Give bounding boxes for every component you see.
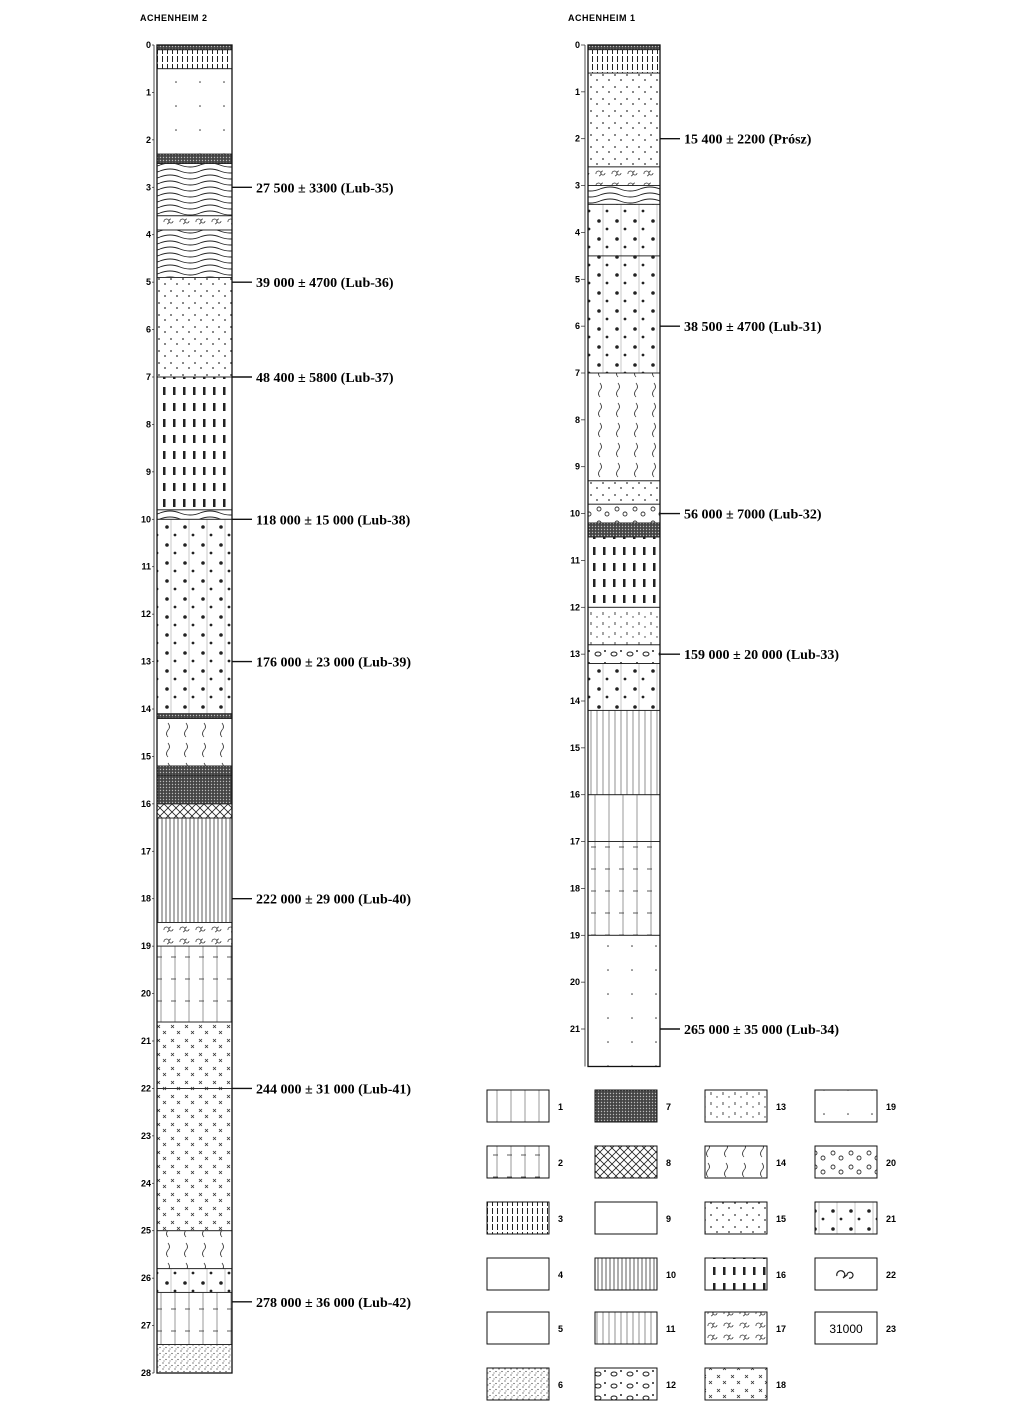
- stratigraphic-layer: [157, 922, 232, 946]
- legend-swatch: [815, 1146, 877, 1178]
- legend-swatch: [595, 1368, 657, 1400]
- stratigraphic-layer: [157, 1231, 232, 1269]
- legend-number: 8: [666, 1158, 672, 1168]
- depth-tick-label: 16: [140, 798, 151, 809]
- depth-tick-label: 26: [140, 1273, 151, 1284]
- tl-date-label: 118 000 ± 15 000 (Lub-38): [256, 513, 411, 529]
- legend-number: 14: [776, 1158, 787, 1168]
- legend-number: 15: [776, 1214, 787, 1224]
- legend-swatch: [705, 1202, 767, 1234]
- stratigraphic-layer: [157, 164, 232, 216]
- profile-title: ACHENHEIM 1: [568, 13, 636, 23]
- stratigraphic-layer: [157, 714, 232, 719]
- depth-tick-label: 1: [145, 87, 151, 98]
- stratigraphic-layer: [157, 775, 232, 803]
- stratigraphic-layer: [157, 377, 232, 510]
- tl-date-label: 48 400 ± 5800 (Lub-37): [256, 371, 394, 386]
- legend-item: [487, 1368, 563, 1400]
- depth-tick-label: 14: [569, 696, 580, 706]
- legend-number: 4: [558, 1270, 564, 1280]
- legend-swatch: [705, 1368, 767, 1400]
- legend-item: [815, 1090, 896, 1122]
- stratigraphic-layer: [157, 69, 232, 154]
- depth-tick-label: 20: [569, 977, 580, 988]
- legend-number: 11: [666, 1324, 676, 1334]
- depth-tick-label: 4: [145, 229, 151, 240]
- stratigraphic-layer: [157, 277, 232, 377]
- depth-tick-label: 17: [569, 836, 580, 847]
- profile-column-1: [140, 13, 411, 1378]
- tl-date-label: 265 000 ± 35 000 (Lub-34): [684, 1023, 840, 1038]
- depth-tick-label: 15: [569, 742, 580, 753]
- stratigraphic-layer: [588, 607, 660, 644]
- legend-item: [595, 1312, 676, 1344]
- profile-column-2: [568, 13, 839, 1066]
- legend-swatch: [595, 1312, 657, 1344]
- legend-item: [705, 1146, 786, 1178]
- legend-number: 10: [666, 1270, 677, 1280]
- tl-date-label: 27 500 ± 3300 (Lub-35): [256, 181, 394, 197]
- legend-item: [815, 1312, 896, 1344]
- legend: [487, 1090, 896, 1400]
- depth-tick-label: 25: [140, 1225, 151, 1236]
- stratigraphic-layer: [588, 481, 660, 504]
- legend-swatch: [705, 1146, 767, 1178]
- legend-number: 3: [558, 1214, 564, 1224]
- legend-item: [487, 1146, 563, 1178]
- depth-tick-label: 8: [574, 414, 580, 425]
- depth-tick-label: 18: [569, 883, 580, 894]
- depth-tick-label: 28: [140, 1368, 151, 1378]
- legend-item: [595, 1146, 671, 1178]
- legend-number: 7: [666, 1102, 672, 1112]
- tl-date-label: 222 000 ± 29 000 (Lub-40): [256, 892, 412, 908]
- depth-tick-label: 17: [140, 846, 151, 857]
- legend-swatch: [595, 1202, 657, 1234]
- legend-item: [487, 1090, 563, 1122]
- stratigraphic-layer: [157, 804, 232, 818]
- legend-number: 2: [558, 1158, 564, 1168]
- depth-tick-label: 0: [145, 40, 151, 50]
- stratigraphic-layer: [588, 167, 660, 186]
- tl-date-label: 15 400 ± 2200 (Prósz): [684, 132, 812, 148]
- legend-item: [705, 1258, 786, 1290]
- depth-tick-label: 14: [140, 704, 151, 714]
- legend-swatch: [815, 1202, 877, 1234]
- depth-tick-label: 27: [140, 1320, 151, 1331]
- legend-item: [595, 1202, 671, 1234]
- depth-tick-label: 2: [574, 133, 580, 144]
- stratigraphic-layer: [157, 1269, 232, 1293]
- depth-tick-label: 12: [140, 609, 151, 620]
- legend-item: [487, 1202, 563, 1234]
- stratigraphic-layer: [157, 154, 232, 163]
- depth-tick-label: 10: [140, 514, 151, 525]
- stratigraphic-layer: [588, 537, 660, 607]
- tl-date-label: 159 000 ± 20 000 (Lub-33): [684, 648, 840, 664]
- legend-item: [487, 1312, 563, 1344]
- stratigraphic-layer: [588, 795, 660, 842]
- depth-tick-label: 15: [140, 751, 151, 762]
- depth-tick-label: 9: [145, 466, 151, 477]
- depth-tick-label: 4: [574, 227, 580, 238]
- stratigraphic-layer: [588, 204, 660, 256]
- legend-item: [815, 1146, 896, 1178]
- stratigraphic-layer: [588, 664, 660, 711]
- legend-number: 17: [776, 1324, 787, 1334]
- legend-item: [815, 1202, 896, 1234]
- stratigraphic-layer: [157, 1022, 232, 1088]
- depth-tick-label: 18: [140, 893, 151, 904]
- depth-tick-label: 22: [140, 1083, 151, 1094]
- legend-swatch: [487, 1202, 549, 1234]
- legend-number: 5: [558, 1324, 564, 1334]
- depth-tick-label: 5: [145, 277, 151, 288]
- stratigraphic-layer: [588, 45, 660, 50]
- legend-swatch: [595, 1258, 657, 1290]
- depth-tick-label: 7: [574, 368, 580, 378]
- depth-tick-label: 13: [140, 656, 151, 667]
- tl-date-label: 244 000 ± 31 000 (Lub-41): [256, 1082, 412, 1098]
- stratigraphic-layer: [157, 50, 232, 69]
- legend-number: 20: [886, 1158, 897, 1168]
- legend-item: [487, 1258, 563, 1290]
- legend-number: 13: [776, 1102, 787, 1112]
- depth-tick-label: 16: [569, 789, 580, 800]
- stratigraphic-layer: [588, 373, 660, 481]
- legend-item: [705, 1368, 786, 1400]
- depth-tick-label: 3: [574, 180, 580, 191]
- depth-tick-label: 6: [574, 321, 580, 332]
- depth-tick-label: 12: [569, 602, 580, 613]
- depth-tick-label: 23: [140, 1130, 151, 1141]
- legend-number: 23: [886, 1324, 897, 1334]
- stratigraphic-layer: [588, 523, 660, 537]
- stratigraphic-layer: [157, 766, 232, 775]
- stratigraphic-layer: [588, 645, 660, 664]
- legend-item: [815, 1258, 896, 1290]
- depth-tick-label: 6: [145, 324, 151, 335]
- depth-tick-label: 9: [574, 461, 580, 472]
- stratigraphic-layer: [157, 216, 232, 230]
- legend-swatch: [487, 1312, 549, 1344]
- depth-tick-label: 13: [569, 649, 580, 660]
- depth-tick-label: 24: [140, 1178, 151, 1189]
- stratigraphic-layer: [157, 946, 232, 1022]
- tl-date-label: 176 000 ± 23 000 (Lub-39): [256, 655, 412, 671]
- legend-item: [705, 1202, 786, 1234]
- legend-item: [705, 1312, 786, 1344]
- legend-sample-value: 31000: [829, 1322, 863, 1336]
- legend-number: 12: [666, 1380, 677, 1390]
- legend-number: 16: [776, 1270, 787, 1280]
- depth-tick-label: 21: [569, 1024, 580, 1034]
- depth-tick-label: 10: [569, 508, 580, 519]
- legend-number: 1: [558, 1102, 564, 1112]
- depth-tick-label: 8: [145, 419, 151, 430]
- legend-swatch: [595, 1090, 657, 1122]
- legend-swatch: [487, 1146, 549, 1178]
- stratigraphic-layer: [157, 1292, 232, 1344]
- legend-swatch: [815, 1258, 877, 1290]
- legend-swatch: [705, 1090, 767, 1122]
- depth-tick-label: 7: [145, 372, 151, 382]
- stratigraphic-layer: [157, 45, 232, 50]
- legend-number: 9: [666, 1214, 672, 1224]
- tl-date-label: 39 000 ± 4700 (Lub-36): [256, 276, 394, 292]
- depth-tick-label: 1: [574, 86, 580, 97]
- stratigraphic-layer: [157, 1088, 232, 1230]
- legend-swatch: [705, 1258, 767, 1290]
- stratigraphic-layer: [588, 50, 660, 73]
- depth-tick-label: 19: [569, 930, 580, 941]
- legend-number: 19: [886, 1102, 897, 1112]
- legend-item: [705, 1090, 786, 1122]
- legend-number: 21: [886, 1214, 897, 1224]
- legend-swatch: [487, 1368, 549, 1400]
- legend-number: 18: [776, 1380, 787, 1390]
- depth-tick-label: 20: [140, 988, 151, 999]
- tl-date-label: 38 500 ± 4700 (Lub-31): [684, 320, 822, 336]
- legend-item: [595, 1090, 671, 1122]
- stratigraphic-layer: [588, 935, 660, 1066]
- stratigraphic-layer: [588, 186, 660, 205]
- legend-swatch: [487, 1258, 549, 1290]
- depth-tick-label: 11: [141, 561, 151, 572]
- profile-title: ACHENHEIM 2: [140, 13, 208, 23]
- legend-item: [595, 1368, 676, 1400]
- depth-tick-label: 3: [145, 182, 151, 193]
- stratigraphic-layer: [157, 1345, 232, 1373]
- legend-swatch: [595, 1146, 657, 1178]
- depth-tick-label: 0: [574, 40, 580, 50]
- depth-tick-label: 11: [570, 555, 580, 566]
- depth-tick-label: 19: [140, 941, 151, 952]
- stratigraphic-layer: [157, 818, 232, 922]
- stratigraphic-layer: [157, 230, 232, 277]
- depth-tick-label: 21: [140, 1036, 151, 1046]
- stratigraphic-layer: [157, 510, 232, 519]
- tl-date-label: 56 000 ± 7000 (Lub-32): [684, 507, 822, 523]
- stratigraphic-layer: [588, 256, 660, 373]
- legend-number: 22: [886, 1270, 897, 1280]
- stratigraphic-layer: [588, 504, 660, 523]
- legend-swatch: [705, 1312, 767, 1344]
- stratigraphic-layer: [588, 73, 660, 167]
- stratigraphic-layer: [588, 710, 660, 794]
- stratigraphic-layer: [157, 519, 232, 713]
- depth-tick-label: 5: [574, 274, 580, 285]
- legend-number: 6: [558, 1380, 564, 1390]
- stratigraphic-layer: [157, 718, 232, 765]
- tl-date-label: 278 000 ± 36 000 (Lub-42): [256, 1295, 412, 1311]
- legend-swatch: [815, 1090, 877, 1122]
- legend-item: [595, 1258, 676, 1290]
- legend-swatch: [487, 1090, 549, 1122]
- stratigraphic-layer: [588, 842, 660, 936]
- depth-tick-label: 2: [145, 134, 151, 145]
